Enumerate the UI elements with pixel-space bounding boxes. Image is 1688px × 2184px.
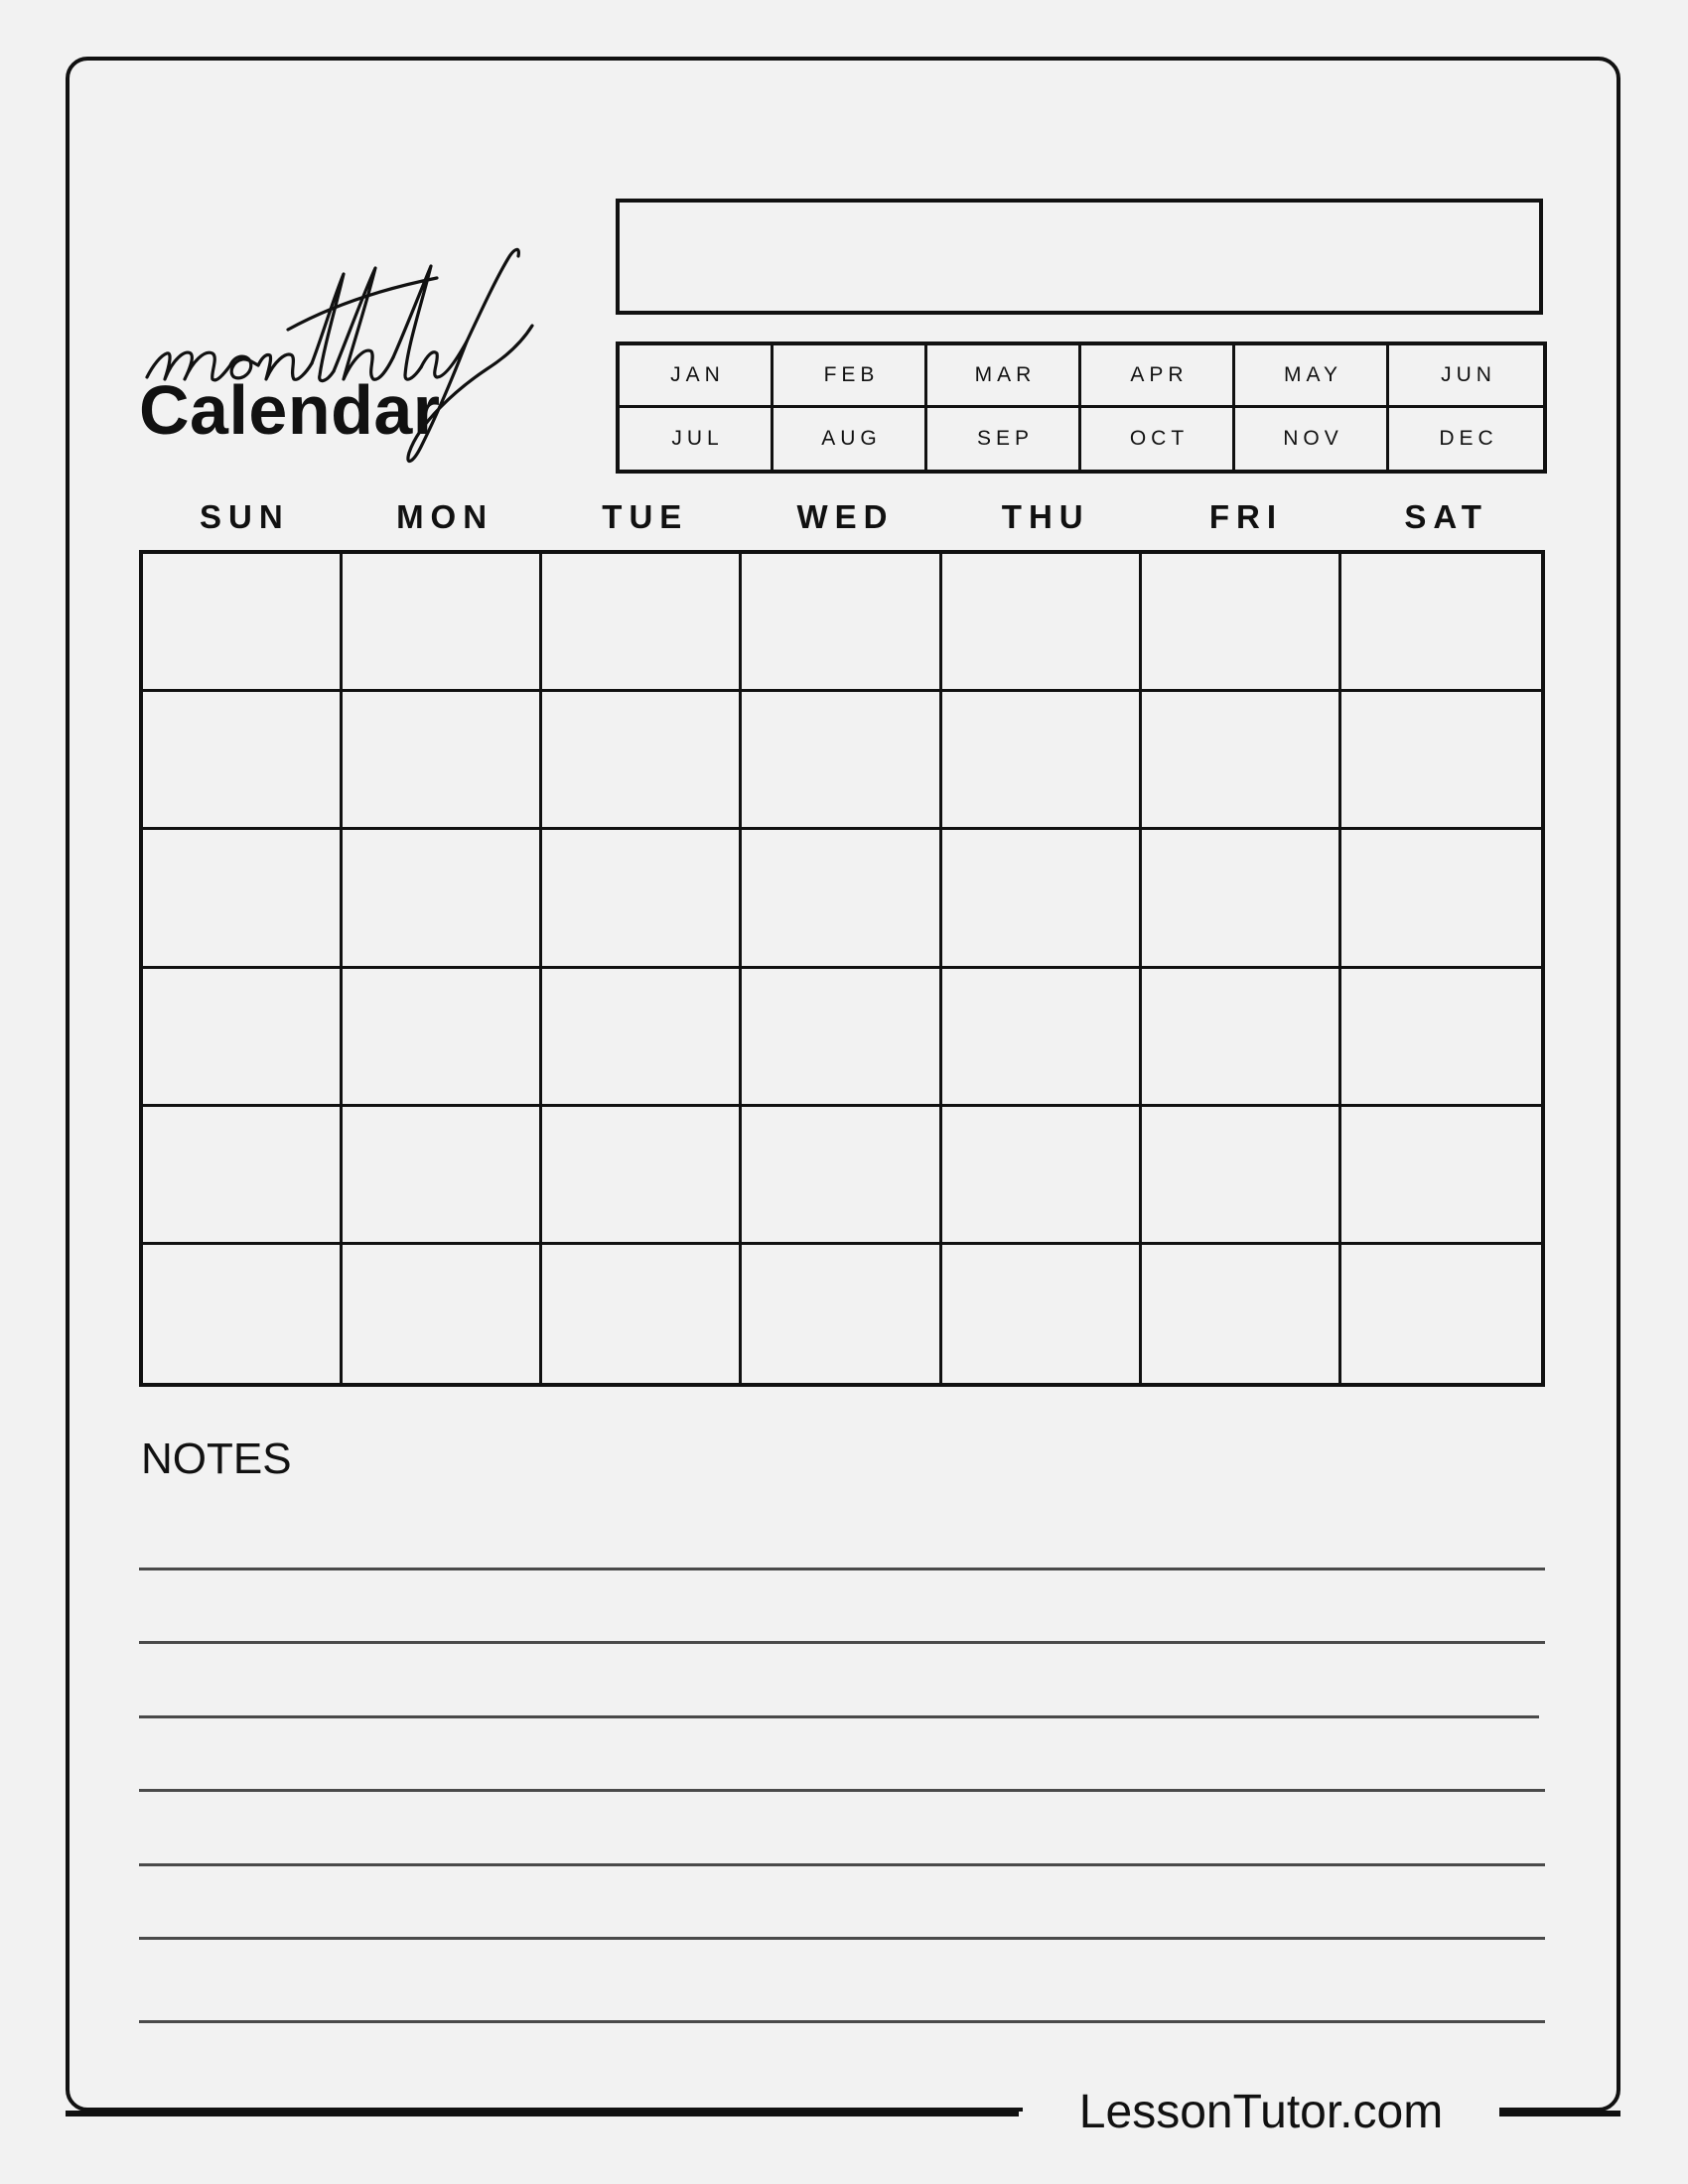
note-line[interactable] — [139, 1789, 1545, 1792]
weekday-thu: THU — [1001, 498, 1090, 535]
day-cell[interactable] — [1142, 1107, 1341, 1245]
month-sep[interactable]: SEP — [927, 408, 1081, 471]
footer-brand: LessonTutor.com — [1023, 2085, 1499, 2140]
month-dec[interactable]: DEC — [1439, 426, 1498, 450]
day-cell[interactable] — [1341, 692, 1541, 830]
month-feb[interactable]: FEB — [774, 345, 927, 408]
weekday-header-row — [141, 494, 1543, 540]
script-stroke-t — [312, 274, 344, 381]
day-cell[interactable] — [143, 554, 343, 692]
month-oct[interactable]: OCT — [1081, 408, 1235, 471]
day-cell[interactable] — [942, 554, 1142, 692]
day-cell[interactable] — [542, 1245, 742, 1383]
day-cell[interactable] — [542, 554, 742, 692]
day-cell[interactable] — [343, 1107, 542, 1245]
day-cell[interactable] — [742, 830, 941, 968]
weekday-tue: TUE — [602, 498, 689, 535]
month-selector-grid — [616, 341, 1547, 474]
calendar-grid — [139, 550, 1545, 1387]
weekday-fri: FRI — [1208, 498, 1283, 535]
day-cell[interactable] — [143, 1107, 343, 1245]
day-cell[interactable] — [1142, 1245, 1341, 1383]
month-mar[interactable]: MAR — [927, 345, 1081, 408]
day-cell[interactable] — [343, 554, 542, 692]
notes-title: NOTES — [141, 1434, 292, 1483]
month-jun[interactable]: JUN — [1389, 345, 1543, 408]
day-cell[interactable] — [1341, 554, 1541, 692]
weekday-sat: SAT — [1404, 498, 1488, 535]
day-cell[interactable] — [1142, 969, 1341, 1107]
note-line[interactable] — [139, 1568, 1545, 1570]
day-cell[interactable] — [742, 692, 941, 830]
day-cell[interactable] — [1341, 1245, 1541, 1383]
day-cell[interactable] — [1142, 554, 1341, 692]
month-jan[interactable]: JAN — [620, 345, 774, 408]
day-cell[interactable] — [542, 1107, 742, 1245]
day-cell[interactable] — [942, 692, 1142, 830]
month-name-box[interactable] — [616, 199, 1543, 315]
day-cell[interactable] — [1341, 969, 1541, 1107]
day-cell[interactable] — [143, 969, 343, 1107]
day-cell[interactable] — [742, 554, 941, 692]
page-title: Calendar — [139, 371, 441, 449]
note-line[interactable] — [139, 1715, 1539, 1718]
note-line[interactable] — [139, 1937, 1545, 1940]
day-cell[interactable] — [143, 692, 343, 830]
day-cell[interactable] — [742, 1107, 941, 1245]
day-cell[interactable] — [343, 830, 542, 968]
day-cell[interactable] — [742, 969, 941, 1107]
day-cell[interactable] — [1341, 830, 1541, 968]
month-aug[interactable]: AUG — [774, 408, 927, 471]
day-cell[interactable] — [343, 692, 542, 830]
day-cell[interactable] — [343, 1245, 542, 1383]
note-line[interactable] — [139, 1863, 1545, 1866]
month-may[interactable]: MAY — [1235, 345, 1389, 408]
month-nov[interactable]: NOV — [1235, 408, 1389, 471]
day-cell[interactable] — [942, 1245, 1142, 1383]
weekday-wed: WED — [796, 498, 895, 535]
day-cell[interactable] — [1142, 692, 1341, 830]
day-cell[interactable] — [343, 969, 542, 1107]
day-cell[interactable] — [742, 1245, 941, 1383]
note-line[interactable] — [139, 2020, 1545, 2023]
weekday-sun: SUN — [200, 498, 290, 535]
script-stroke-flourish — [467, 249, 518, 341]
day-cell[interactable] — [942, 1107, 1142, 1245]
day-cell[interactable] — [143, 830, 343, 968]
day-cell[interactable] — [542, 969, 742, 1107]
day-cell[interactable] — [942, 830, 1142, 968]
month-apr[interactable]: APR — [1081, 345, 1235, 408]
day-cell[interactable] — [1142, 830, 1341, 968]
day-cell[interactable] — [542, 830, 742, 968]
weekday-mon: MON — [396, 498, 494, 535]
footer-line-left — [66, 2111, 1019, 2116]
day-cell[interactable] — [1341, 1107, 1541, 1245]
day-cell[interactable] — [143, 1245, 343, 1383]
day-cell[interactable] — [942, 969, 1142, 1107]
month-jul[interactable]: JUL — [620, 408, 774, 471]
note-line[interactable] — [139, 1641, 1545, 1644]
day-cell[interactable] — [542, 692, 742, 830]
